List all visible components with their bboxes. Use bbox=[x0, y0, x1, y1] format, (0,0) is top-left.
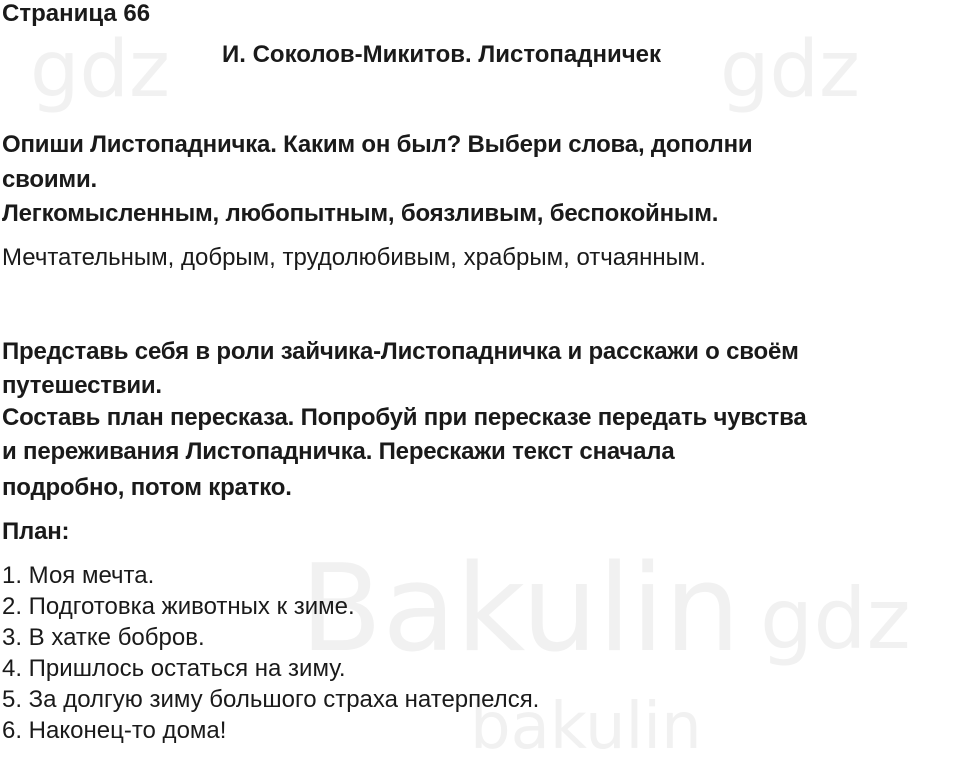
page-label: Страница 66 bbox=[2, 0, 151, 27]
plan-item: 2. Подготовка животных к зиме. bbox=[2, 593, 355, 620]
task2-line1: Представь себя в роли зайчика-Листопадничка и расскажи о своём bbox=[2, 338, 799, 365]
plan-item: 6. Наконец-то дома! bbox=[2, 717, 227, 744]
task1-question-line2: своими. bbox=[2, 166, 97, 193]
task1-answer: Мечтательным, добрым, трудолюбивым, храбрым, отчаянным. bbox=[2, 244, 707, 271]
watermark-bakulin-small: bakulin bbox=[470, 690, 702, 764]
plan-item: 4. Пришлось остаться на зиму. bbox=[2, 655, 346, 682]
task2-line2: путешествии. bbox=[2, 372, 162, 399]
watermark-gdz-bottom-right: gdz bbox=[760, 570, 911, 668]
task1-given-words: Легкомысленным, любопытным, боязливым, беспокойным. bbox=[2, 200, 719, 227]
task2-line5: подробно, потом кратко. bbox=[2, 474, 292, 501]
watermark-gdz-top-right: gdz bbox=[720, 25, 860, 115]
plan-item: 5. За долгую зиму большого страха натерпелся. bbox=[2, 686, 540, 713]
plan-item: 1. Моя мечта. bbox=[2, 562, 155, 589]
task2-line3: Составь план пересказа. Попробуй при пересказе передать чувства bbox=[2, 404, 807, 431]
plan-heading: План: bbox=[2, 518, 70, 545]
page-title: И. Соколов-Микитов. Листопадничек bbox=[222, 41, 662, 68]
plan-item: 3. В хатке бобров. bbox=[2, 624, 205, 651]
watermark-gdz-top-left: gdz bbox=[30, 25, 170, 115]
watermark-bakulin: Bakulin bbox=[300, 540, 741, 679]
task1-question-line1: Опиши Листопадничка. Каким он был? Выбери слова, дополни bbox=[2, 131, 753, 158]
task2-line4: и переживания Листопадничка. Перескажи текст сначала bbox=[2, 438, 675, 465]
